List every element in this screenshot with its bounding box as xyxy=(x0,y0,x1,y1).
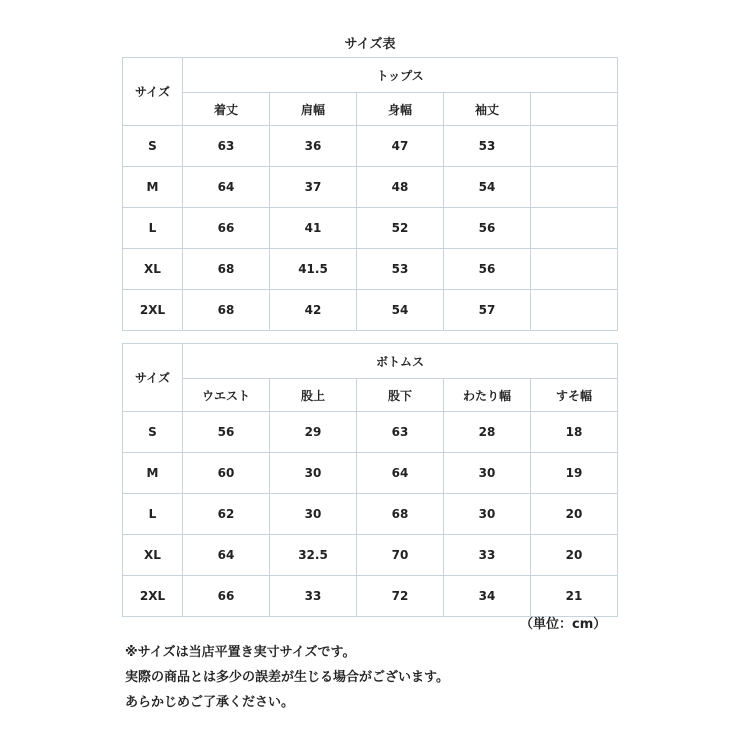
table-cell: 64 xyxy=(183,167,270,208)
column-header xyxy=(531,93,618,126)
column-header: 身幅 xyxy=(357,93,444,126)
table-cell: 47 xyxy=(357,126,444,167)
table-cell: 54 xyxy=(357,290,444,331)
table-cell: 63 xyxy=(183,126,270,167)
table-cell: 70 xyxy=(357,535,444,576)
column-header: わたり幅 xyxy=(444,379,531,412)
table-cell: 68 xyxy=(183,249,270,290)
table-cell: 68 xyxy=(357,494,444,535)
note-line: 実際の商品とは多少の誤差が生じる場合がございます。 xyxy=(125,670,449,685)
table-cell: 63 xyxy=(357,412,444,453)
column-header: 袖丈 xyxy=(444,93,531,126)
unit-label: （単位：cm） xyxy=(520,617,607,632)
table-row xyxy=(123,208,618,249)
table-cell: 21 xyxy=(531,576,618,617)
size-label: M xyxy=(123,167,183,208)
table-cell: 29 xyxy=(270,412,357,453)
table-row xyxy=(123,535,618,576)
table-cell: 62 xyxy=(183,494,270,535)
table-cell: 64 xyxy=(183,535,270,576)
column-header: 股下 xyxy=(357,379,444,412)
bottoms-size-table xyxy=(122,343,618,617)
note-line: ※サイズは当店平置き実寸サイズです。 xyxy=(125,645,356,660)
table-cell: 54 xyxy=(444,167,531,208)
table-row xyxy=(123,126,618,167)
table-cell: 20 xyxy=(531,494,618,535)
table-row xyxy=(123,494,618,535)
table-cell: 32.5 xyxy=(270,535,357,576)
table-row xyxy=(123,412,618,453)
tops-size-table xyxy=(122,57,618,331)
bottoms-corner-header: サイズ xyxy=(123,344,183,412)
table-cell: 72 xyxy=(357,576,444,617)
size-label: XL xyxy=(123,249,183,290)
bottoms-group-header: ボトムス xyxy=(183,344,618,379)
table-cell: 64 xyxy=(357,453,444,494)
table-cell: 48 xyxy=(357,167,444,208)
table-cell: 56 xyxy=(183,412,270,453)
table-cell: 18 xyxy=(531,412,618,453)
size-label: L xyxy=(123,208,183,249)
size-label: S xyxy=(123,412,183,453)
page-title: サイズ表 xyxy=(344,37,396,52)
table-cell: 66 xyxy=(183,576,270,617)
tops-group-header: トップス xyxy=(183,58,618,93)
table-cell: 33 xyxy=(270,576,357,617)
table-row xyxy=(123,249,618,290)
table-cell xyxy=(531,208,618,249)
table-row xyxy=(123,453,618,494)
size-label: M xyxy=(123,453,183,494)
size-label: L xyxy=(123,494,183,535)
table-cell: 30 xyxy=(444,494,531,535)
table-row xyxy=(123,167,618,208)
table-cell: 42 xyxy=(270,290,357,331)
table-cell xyxy=(531,249,618,290)
size-label: S xyxy=(123,126,183,167)
notes xyxy=(125,640,449,715)
table-cell: 56 xyxy=(444,249,531,290)
column-header: ウエスト xyxy=(183,379,270,412)
table-cell: 57 xyxy=(444,290,531,331)
table-cell: 33 xyxy=(444,535,531,576)
table-cell: 53 xyxy=(444,126,531,167)
table-cell: 34 xyxy=(444,576,531,617)
size-label: 2XL xyxy=(123,290,183,331)
column-header: すそ幅 xyxy=(531,379,618,412)
table-cell: 30 xyxy=(270,494,357,535)
table-cell: 53 xyxy=(357,249,444,290)
size-label: XL xyxy=(123,535,183,576)
table-cell: 52 xyxy=(357,208,444,249)
table-cell xyxy=(531,167,618,208)
table-cell: 37 xyxy=(270,167,357,208)
table-cell: 60 xyxy=(183,453,270,494)
column-header: 肩幅 xyxy=(270,93,357,126)
table-cell: 28 xyxy=(444,412,531,453)
table-cell: 41 xyxy=(270,208,357,249)
table-cell: 66 xyxy=(183,208,270,249)
table-row xyxy=(123,290,618,331)
table-cell: 41.5 xyxy=(270,249,357,290)
table-cell: 20 xyxy=(531,535,618,576)
table-cell xyxy=(531,126,618,167)
table-row xyxy=(123,576,618,617)
table-cell: 36 xyxy=(270,126,357,167)
table-cell: 30 xyxy=(444,453,531,494)
table-cell xyxy=(531,290,618,331)
table-cell: 30 xyxy=(270,453,357,494)
tops-corner-header: サイズ xyxy=(123,58,183,126)
size-label: 2XL xyxy=(123,576,183,617)
column-header: 着丈 xyxy=(183,93,270,126)
note-line: あらかじめご了承ください。 xyxy=(125,695,295,710)
table-cell: 56 xyxy=(444,208,531,249)
table-cell: 19 xyxy=(531,453,618,494)
column-header: 股上 xyxy=(270,379,357,412)
table-cell: 68 xyxy=(183,290,270,331)
